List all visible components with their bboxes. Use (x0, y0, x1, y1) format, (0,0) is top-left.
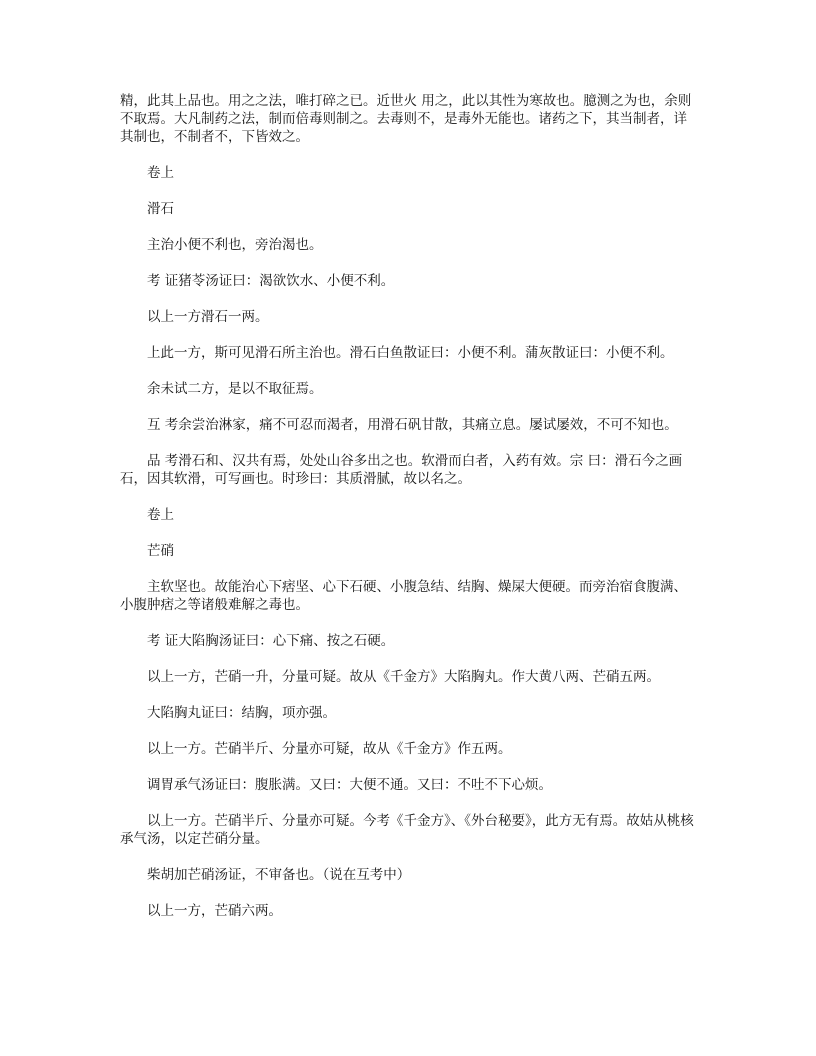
paragraph-evidence: 考 证猪苓汤证曰：渴欲饮水、小便不利。 (147, 273, 395, 289)
paragraph-note: 余未试二方，是以不取征焉。 (147, 381, 323, 397)
paragraph-evidence-2: 考 证大陷胸汤证曰：心下痛、按之石硬。 (147, 633, 395, 649)
paragraph-evidence-4: 调胃承气汤证曰：腹胀满。又曰：大便不通。又曰：不吐不下心烦。 (147, 777, 552, 793)
paragraph-dosage-4: 以上一方。芒硝半斤、分量亦可疑。今考《千金方》、《外台秘要》，此方无有焉。故姑从桃核承气汤，以定芒硝分量。 (120, 813, 694, 847)
document-page (120, 92, 696, 938)
section-heading-volume-2: 卷上 (147, 507, 174, 523)
paragraph-quality: 品 考滑石和、汉共有焉，处处山谷多出之也。软滑而白者，入药有效。宗 曰：滑石今之画石，因其软滑，可写画也。时珍曰：其质滑腻，故以名之。 (120, 453, 683, 487)
paragraph-dosage: 以上一方滑石一两。 (147, 309, 269, 325)
paragraph-commentary: 上此一方，斯可见滑石所主治也。滑石白鱼散证曰：小便不利。蒲灰散证曰：小便不利。 (147, 345, 674, 361)
herb-heading-huashi: 滑石 (147, 201, 174, 217)
paragraph-cross-reference: 互 考余尝治淋家，痛不可忍而渴者，用滑石矾甘散，其痛立息。屡试屡效，不可不知也。 (147, 417, 678, 433)
herb-heading-mangxiao: 芒硝 (147, 543, 174, 559)
paragraph-dosage-2: 以上一方，芒硝一升，分量可疑。故从《千金方》大陷胸丸。作大黄八两、芒硝五两。 (147, 669, 660, 685)
section-heading-volume: 卷上 (147, 165, 174, 181)
paragraph-intro: 精，此其上品也。用之之法，唯打碎之已。近世火 用之，此以其性为寒故也。臆测之为也，余则不取焉。大凡制药之法，制而倍毒则制之。去毒则不，是毒外无能也。诸药之下，其当制者，详其制也，不制者不，下皆效之。 (120, 93, 692, 145)
paragraph-evidence-3: 大陷胸丸证曰：结胸，项亦强。 (147, 705, 336, 721)
paragraph-dosage-5: 以上一方，芒硝六两。 (147, 903, 282, 919)
paragraph-evidence-5: 柴胡加芒硝汤证，不审备也。（说在互考中） (147, 867, 411, 883)
paragraph-main-treatment-2: 主软坚也。故能治心下痞坚、心下石硬、小腹急结、结胸、燥屎大便硬。而旁治宿食腹满、小腹肿痞之等诸般难解之毒也。 (120, 579, 687, 613)
paragraph-dosage-3: 以上一方。芒硝半斤、分量亦可疑，故从《千金方》作五两。 (147, 741, 512, 757)
paragraph-main-treatment: 主治小便不利也，旁治渴也。 (147, 237, 323, 253)
